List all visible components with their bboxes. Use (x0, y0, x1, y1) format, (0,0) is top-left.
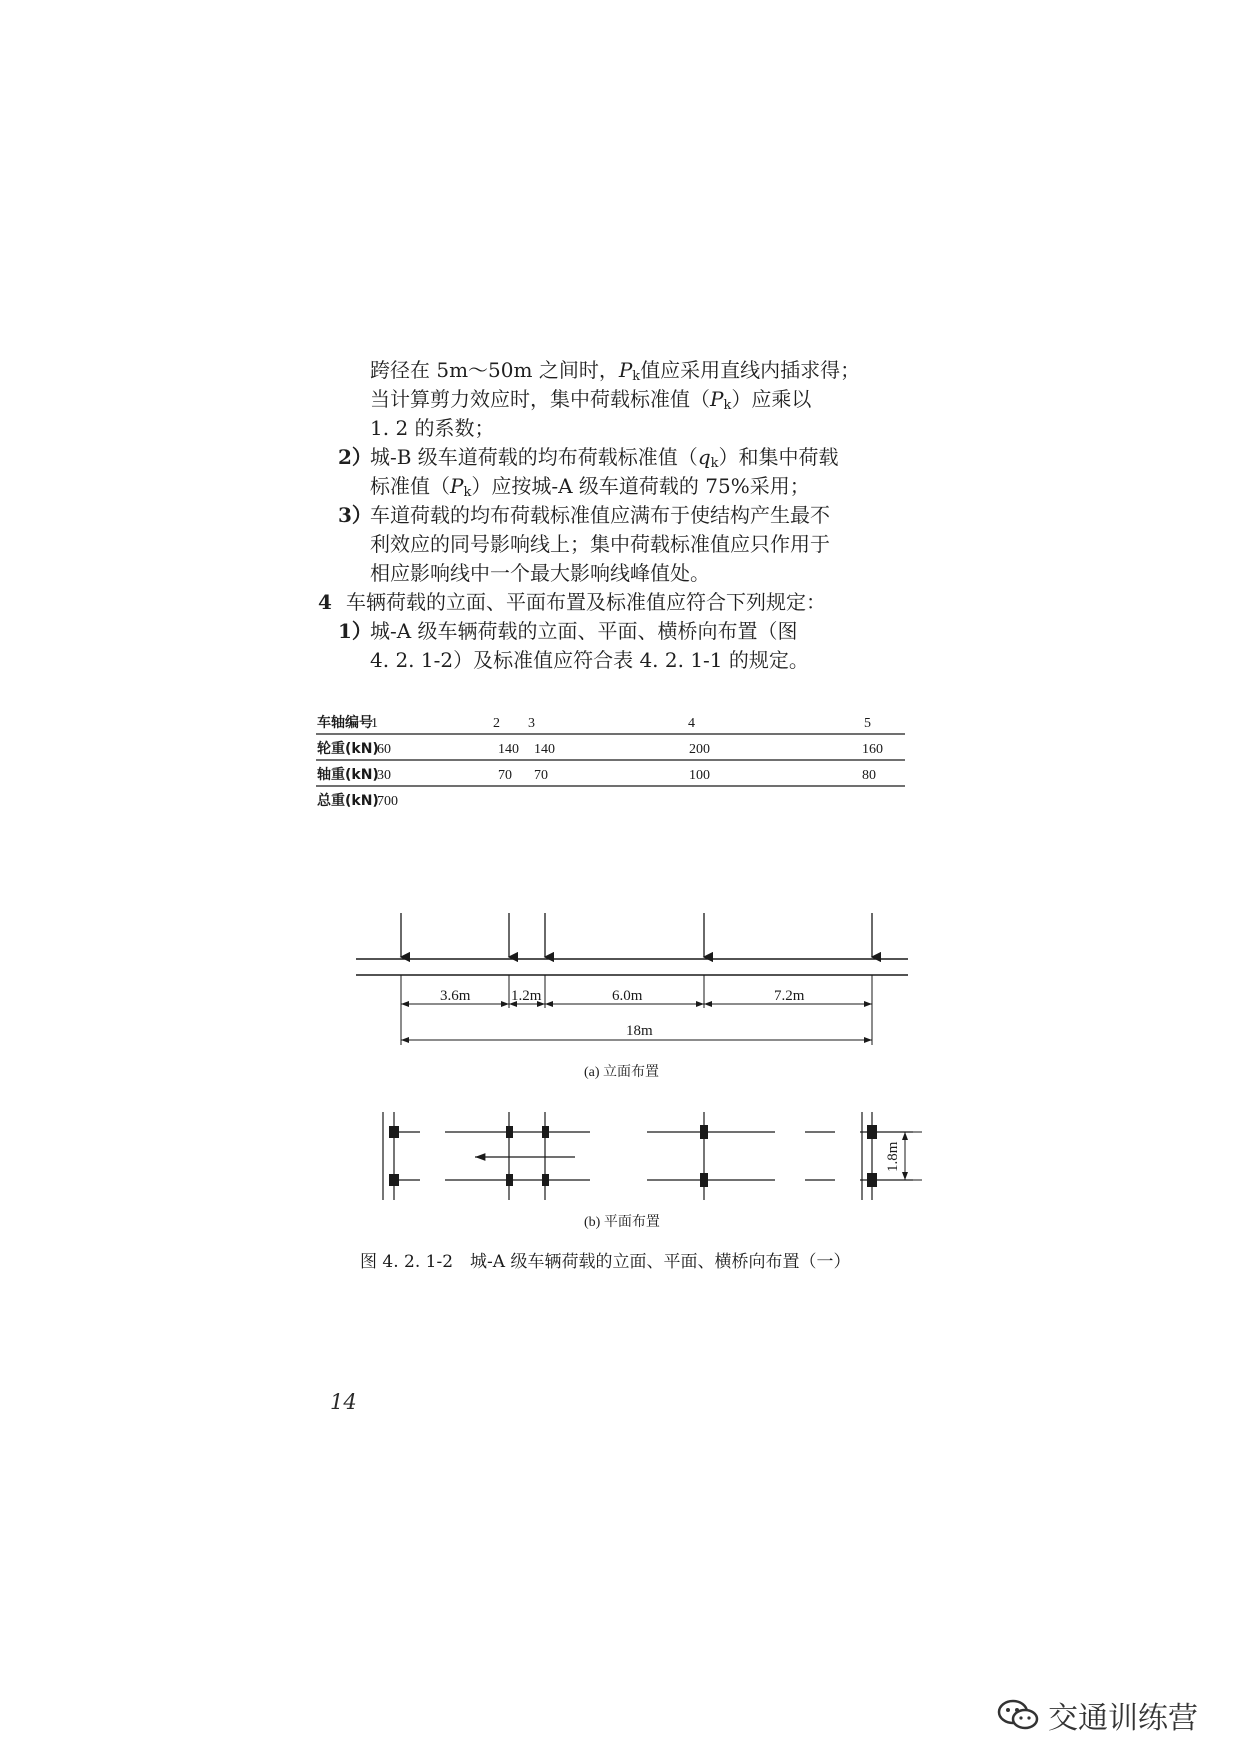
wheel (506, 1174, 513, 1186)
item-1-line-1: 城-A 级车辆荷载的立面、平面、横桥向布置（图 (370, 619, 798, 643)
para-line-3: 1. 2 的系数； (370, 416, 495, 440)
row-label: 轴重(kN) (317, 767, 379, 783)
cell: 140 (498, 742, 519, 757)
wheel (867, 1125, 877, 1139)
plan-layout (383, 1112, 913, 1200)
item-3-number: 3） (338, 503, 372, 527)
var: P (618, 358, 633, 382)
wheel (389, 1126, 399, 1138)
item-3-line-3: 相应影响线中一个最大影响线峰值处。 (370, 561, 710, 585)
wheel (389, 1174, 399, 1186)
subscript: k (710, 456, 719, 471)
total-length-label: 18m (626, 1023, 653, 1039)
cell: 80 (862, 768, 876, 783)
row-label: 轮重(kN) (317, 741, 379, 757)
subscript: k (632, 369, 641, 384)
var: P (450, 474, 464, 498)
table-row (317, 714, 871, 731)
row-label: 车轴编号 (317, 715, 373, 731)
row-first: 700 (377, 794, 398, 809)
wheel (506, 1126, 513, 1138)
cell: 70 (534, 768, 548, 783)
text: 城-B 级车道荷载的均布荷载标准值（ (370, 445, 698, 469)
subscript: k (723, 398, 732, 413)
text: ）应乘以 (731, 387, 812, 411)
var: q (697, 445, 711, 469)
row-first: 60 (377, 742, 391, 757)
text: 标准值（ (370, 474, 450, 498)
transverse-width-label: 1.8m (885, 1141, 901, 1172)
text: 跨径在 5m～50m 之间时， (370, 358, 619, 382)
cell: 2 (493, 716, 500, 731)
wheel (542, 1126, 549, 1138)
item-1-number: 1） (338, 619, 372, 643)
text: ）和集中荷载 (718, 445, 839, 469)
section-4-text: 车辆荷载的立面、平面布置及标准值应符合下列规定： (346, 590, 826, 614)
spacing-label: 6.0m (612, 988, 643, 1004)
cell: 100 (689, 768, 710, 783)
page-number: 14 (330, 1390, 357, 1414)
axle-load-arrows (401, 913, 872, 957)
dimension-labels (440, 988, 805, 1039)
spacing-label: 1.2m (511, 988, 542, 1004)
axle-table (316, 714, 905, 809)
row-label: 总重(kN) (317, 793, 379, 809)
table-row (317, 740, 883, 757)
text: 当计算剪力效应时，集中荷载标准值（ (370, 387, 710, 411)
cell: 160 (862, 742, 883, 757)
cell: 70 (498, 768, 512, 783)
var: P (710, 387, 724, 411)
figure-caption: 图 4. 2. 1-2 城-A 级车辆荷载的立面、平面、横桥向布置（一） (360, 1252, 851, 1272)
section-4-number: 4 (318, 590, 332, 614)
cell: 4 (688, 716, 695, 731)
cell: 3 (528, 716, 535, 731)
subscript: k (463, 485, 472, 500)
spacing-label: 3.6m (440, 988, 471, 1004)
item-2-number: 2） (338, 445, 372, 469)
row-first: 1 (371, 716, 378, 731)
spacing-label: 7.2m (774, 988, 805, 1004)
wheel-patches (389, 1125, 877, 1187)
text: 值应采用直线内插求得； (640, 358, 861, 382)
wechat-icon (996, 1698, 1040, 1732)
wheel (700, 1173, 708, 1187)
cell: 140 (534, 742, 555, 757)
table-row (317, 766, 876, 783)
item-3-line-2: 利效应的同号影响线上；集中荷载标准值应只作用于 (370, 532, 830, 556)
cell: 5 (864, 716, 871, 731)
wheel (867, 1173, 877, 1187)
item-1-line-2: 4. 2. 1-2）及标准值应符合表 4. 2. 1-1 的规定。 (370, 648, 809, 672)
table-row (317, 792, 398, 809)
text: ）应按城-A 级车道荷载的 75%采用； (471, 474, 810, 498)
item-3-line-1: 车道荷载的均布荷载标准值应满布于使结构产生最不 (370, 503, 830, 527)
wheel (542, 1174, 549, 1186)
elevation-caption: (a) 立面布置 (584, 1065, 660, 1080)
watermark (996, 1693, 1198, 1737)
wheel (700, 1125, 708, 1139)
cell: 200 (689, 742, 710, 757)
row-first: 30 (377, 768, 391, 783)
watermark-text: 交通训练营 (1048, 1701, 1198, 1736)
plan-caption: (b) 平面布置 (584, 1215, 660, 1230)
